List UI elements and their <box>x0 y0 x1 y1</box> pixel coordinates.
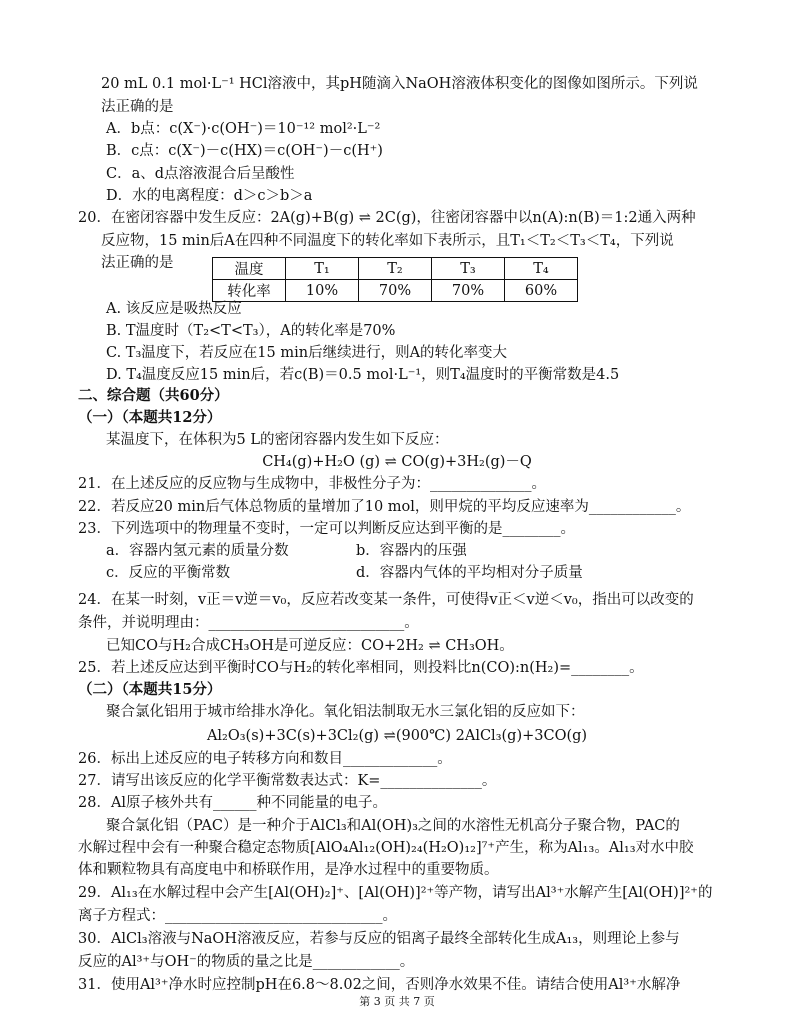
q29-line2: 离子方程式：______________________________。 <box>78 908 397 924</box>
table-cell: 70% <box>432 280 505 302</box>
equation-1: CH₄(g)+H₂O (g) ⇌ CO(g)+3H₂(g)－Q <box>262 454 532 470</box>
q20-option-a: A. 该反应是吸热反应 <box>106 301 242 317</box>
q30-line1: 30．AlCl₃溶液与NaOH溶液反应，若参与反应的铝离子最终全部转化生成A₁₃，则理论上参与 <box>78 931 680 947</box>
q19-option-b: B．c点：c(X⁻)－c(HX)＝c(OH⁻)－c(H⁺) <box>106 143 383 159</box>
q19-line2: 法正确的是 <box>101 99 174 115</box>
q23-option-c: c．反应的平衡常数 <box>106 565 231 581</box>
table-cell: T₃ <box>432 258 505 280</box>
table-row <box>213 280 578 302</box>
table-row <box>213 258 578 280</box>
q20-option-c: C. T₃温度下，若反应在15 min后继续进行，则A的转化率变大 <box>106 345 508 361</box>
q29-line1: 29．Al₁₃在水解过程中会产生[Al(OH)₂]⁺、[Al(OH)]²⁺等产物，请写出Al³⁺水解产生[Al(OH)]²⁺的 <box>78 885 713 901</box>
q20-option-d: D. T₄温度反应15 min后，若c(B)＝0.5 mol·L⁻¹，则T₄温度时的平衡常数是4.5 <box>106 367 620 383</box>
q21: 21．在上述反应的反应物与生成物中，非极性分子为：______________。 <box>78 476 546 492</box>
q27: 27．请写出该反应的化学平衡常数表达式：K=______________。 <box>78 773 497 789</box>
q24-line1: 24．在某一时刻，v正＝v逆＝v₀，反应若改变某一条件，可使得v正＜v逆＜v₀，指出可以改变的 <box>78 592 694 608</box>
table-cell: 60% <box>505 280 578 302</box>
q22: 22．若反应20 min后气体总物质的量增加了10 mol，则甲烷的平均反应速率为____________。 <box>78 499 691 515</box>
table-cell: 转化率 <box>213 280 286 302</box>
q24-line2: 条件，并说明理由：___________________________。 <box>78 615 419 631</box>
table-cell: T₁ <box>286 258 359 280</box>
part1-title: （一）（本题共12分） <box>78 409 222 426</box>
page-footer: 第 3 页 共 7 页 <box>359 995 435 1008</box>
q26: 26．标出上述反应的电子转移方向和数目_____________。 <box>78 751 452 767</box>
table-cell: 70% <box>359 280 432 302</box>
q20-option-b: B. T温度时（T₂<T<T₃），A的转化率是70% <box>106 323 396 339</box>
q23: 23．下列选项中的物理量不变时，一定可以判断反应达到平衡的是________。 <box>78 521 575 537</box>
conversion-table <box>212 257 578 302</box>
q20-line2: 反应物，15 min后A在四种不同温度下的转化率如下表所示，且T₁＜T₂＜T₃＜T₄，下列说 <box>101 233 674 249</box>
q19-option-a: A．b点：c(X⁻)·c(OH⁻)＝10⁻¹² mol²·L⁻² <box>106 121 381 137</box>
q23-option-b: b．容器内的压强 <box>356 543 467 559</box>
q30-line2: 反应的Al³⁺与OH⁻的物质的量之比是____________。 <box>78 954 415 970</box>
q19-option-c: C．a、d点溶液混合后呈酸性 <box>106 166 295 182</box>
q31: 31．使用Al³⁺净水时应控制pH在6.8～8.02之间，否则净水效果不佳。请结合使用Al³⁺水解净 <box>78 977 681 993</box>
table-cell: 10% <box>286 280 359 302</box>
q28: 28．Al原子核外共有______种不同能量的电子。 <box>78 795 388 811</box>
pac-paragraph-line1: 聚合氯化铝（PAC）是一种介于AlCl₃和Al(OH)₃之间的水溶性无机高分子聚合物，PAC的 <box>106 818 680 834</box>
part2-title: （二）（本题共15分） <box>78 681 222 698</box>
equation-2: Al₂O₃(s)+3C(s)+3Cl₂(g) ⇌(900℃) 2AlCl₃(g)+3CO(g) <box>206 728 588 744</box>
pac-paragraph-line3: 体和颗粒物具有高度电中和桥联作用，是净水过程中的重要物质。 <box>78 862 499 878</box>
table-cell: T₄ <box>505 258 578 280</box>
table-cell: T₂ <box>359 258 432 280</box>
pac-paragraph-line2: 水解过程中会有一种聚合稳定态物质[AlO₄Al₁₂(OH)₂₄(H₂O)₁₂]⁷⁺产生，称为Al₁₃。Al₁₃对水中胶 <box>78 840 694 856</box>
q25: 25．若上述反应达到平衡时CO与H₂的转化率相同，则投料比n(CO):n(H₂)=________。 <box>78 660 644 676</box>
q20-line3: 法正确的是 <box>101 255 174 271</box>
part1-intro: 某温度下，在体积为5 L的密闭容器内发生如下反应： <box>106 432 449 448</box>
known-reaction: 已知CO与H₂合成CH₃OH是可逆反应：CO+2H₂ ⇌ CH₃OH。 <box>106 638 514 654</box>
part2-intro: 聚合氯化铝用于城市给排水净化。氧化铝法制取无水三氯化铝的反应如下： <box>106 704 585 720</box>
q23-option-d: d．容器内气体的平均相对分子质量 <box>356 565 583 581</box>
table-cell: 温度 <box>213 258 286 280</box>
q19-option-d: D．水的电离程度：d＞c＞b＞a <box>106 188 313 204</box>
q20-line1: 20．在密闭容器中发生反应：2A(g)+B(g) ⇌ 2C(g)，往密闭容器中以n(A):n(B)＝1:2通入两种 <box>78 210 696 226</box>
q19-line1: 20 mL 0.1 mol·L⁻¹ HCl溶液中，其pH随滴入NaOH溶液体积变化的图像如图所示。下列说 <box>101 76 698 92</box>
section-title: 二、综合题（共60分） <box>78 387 229 404</box>
q23-option-a: a．容器内氢元素的质量分数 <box>106 543 289 559</box>
